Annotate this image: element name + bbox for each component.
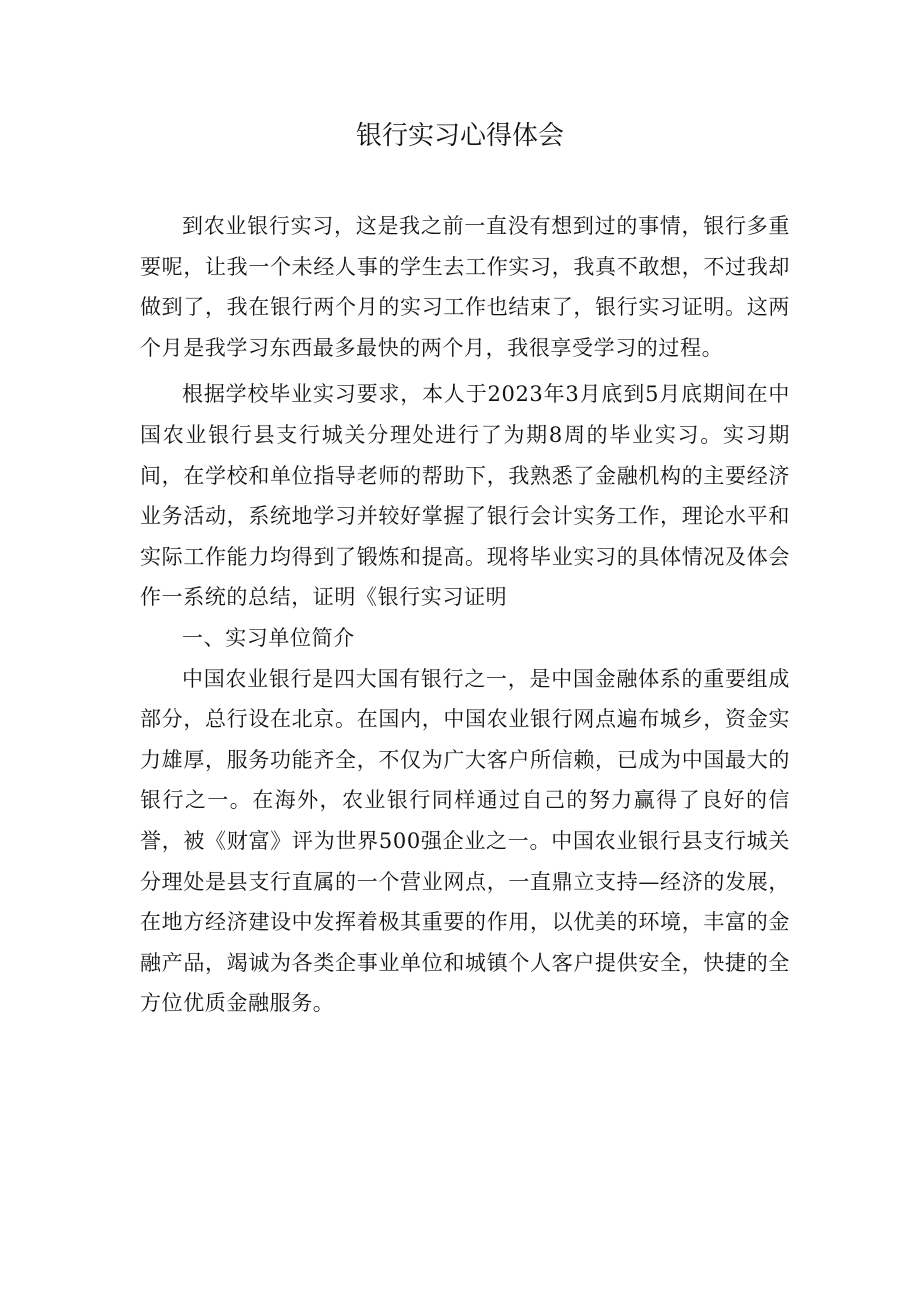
paragraph-unit-description: 中国农业银行是四大国有银行之一，是中国金融体系的重要组成部分，总行设在北京。在国内，中国农业银行网点遍布城乡，资金实力雄厚，服务功能齐全，不仅为广大客户所信赖，已成为中国最大的银行之一。在海外，农业银行同样通过自己的努力赢得了良好的信誉，被《财富》评为世界500强企业之一。中国农业银行县支行城关分理处是县支行直属的一个营业网点，一直鼎立支持—经济的发展，在地方经济建设中发挥着极其重要的作用，以优美的环境，丰富的金融产品，竭诚为各类企事业单位和城镇个人客户提供安全，快捷的全方位优质金融服务。 (140, 666, 790, 1016)
paragraph-intro: 到农业银行实习，这是我之前一直没有想到过的事情，银行多重要呢，让我一个未经人事的学生去工作实习，我真不敢想，不过我却做到了，我在银行两个月的实习工作也结束了，银行实习证明。这两个月是我学习东西最多最快的两个月，我很享受学习的过程。 (140, 214, 790, 360)
document-body (140, 206, 790, 1024)
paragraph-internship-summary: 根据学校毕业实习要求，本人于2023年3月底到5月底期间在中国农业银行县支行城关分理处进行了为期8周的毕业实习。实习期间，在学校和单位指导老师的帮助下，我熟悉了金融机构的主要经济业务活动，系统地学习并较好掌握了银行会计实务工作，理论水平和实际工作能力均得到了锻炼和提高。现将毕业实习的具体情况及体会作一系统的总结，证明《银行实习证明 (140, 382, 790, 610)
section-heading-unit-intro: 一、实习单位简介 (182, 625, 355, 650)
page-title: 银行实习心得体会 (355, 121, 564, 151)
